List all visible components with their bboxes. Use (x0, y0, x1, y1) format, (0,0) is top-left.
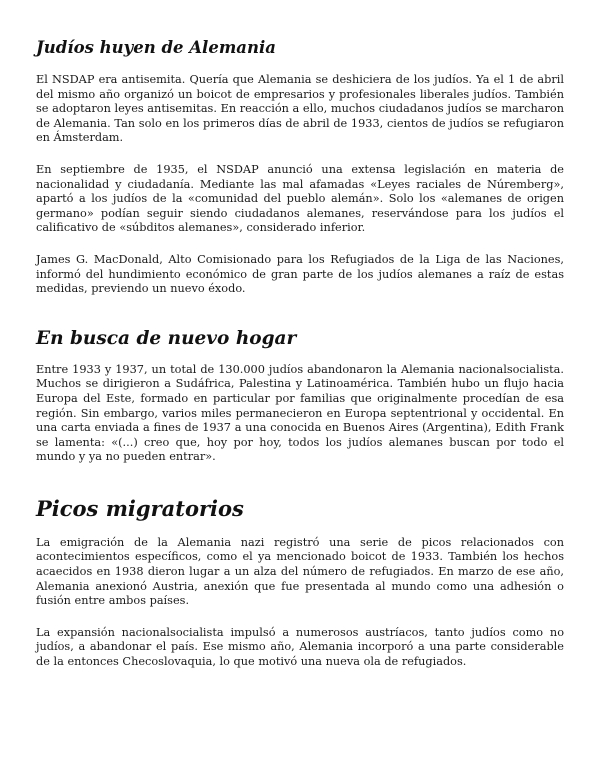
section-heading: En busca de nuevo hogar (36, 327, 297, 349)
section-judios-huyen (36, 38, 564, 297)
paragraph: La expansión nacionalsocialista impulsó a numerosos austríacos, tanto judíos como no judíos, a abandonar el país. Ese mismo año, Alemania incorporó a una parte considerable de la entonces Checoslovaquia, lo que motivó una nueva ola de refugiados. (36, 625, 564, 669)
paragraph: La emigración de la Alemania nazi registró una serie de picos relacionados con acontecimientos específicos, como el ya mencionado boicot de 1933. También los hechos acaecidos en 1938 dieron lugar a un alza del número de refugiados. En marzo de ese año, Alemania anexionó Austria, anexión que fue presentada al mundo como una adhesión o fusión entre ambos países. (36, 535, 564, 608)
paragraph: James G. MacDonald, Alto Comisionado para los Refugiados de la Liga de las Naciones, informó del hundimiento económico de gran parte de los judíos alemanes a raíz de estas medidas, previendo un nuevo éxodo. (36, 252, 564, 296)
section-picos (36, 496, 564, 670)
section-en-busca (36, 328, 564, 465)
paragraph: En septiembre de 1935, el NSDAP anunció una extensa legislación en materia de nacionalidad y ciudadanía. Mediante las mal afamadas «Leyes raciales de Núremberg», apartó a los judíos de la «comunidad del pueblo alemán». Solo los «alemanes de origen germano» podían seguir siendo ciudadanos alemanes, reservándose para los judíos el calificativo de «súbditos alemanes», considerado inferior. (36, 162, 564, 235)
paragraph: El NSDAP era antisemita. Quería que Alemania se deshiciera de los judíos. Ya el 1 de abril del mismo año organizó un boicot de empresarios y profesionales liberales judíos. También se adoptaron leyes antisemitas. En reacción a ello, muchos ciudadanos judíos se marcharon de Alemania. Tan solo en los primeros días de abril de 1933, cientos de judíos se refugiaron en Ámsterdam. (36, 73, 564, 145)
section-heading: Picos migratorios (36, 495, 244, 521)
paragraph: Entre 1933 y 1937, un total de 130.000 judíos abandonaron la Alemania nacionalsocialista. Muchos se dirigieron a Sudáfrica, Palestina y Latinoamérica. También hubo un flujo hacia Europa del Este, formado en particular por familias que originalmente procedían de esa región. Sin embargo, varios miles permanecieron en Europa septentrional y occidental. En una carta enviada a fines de 1937 a una conocida en Buenos Aires (Argentina), Edith Frank se lamenta: «(...) creo que, hoy por hoy, todos los judíos alemanes buscan por todo el mundo y ya no pueden entrar». (36, 362, 564, 464)
section-heading: Judíos huyen de Alemania (36, 38, 276, 57)
